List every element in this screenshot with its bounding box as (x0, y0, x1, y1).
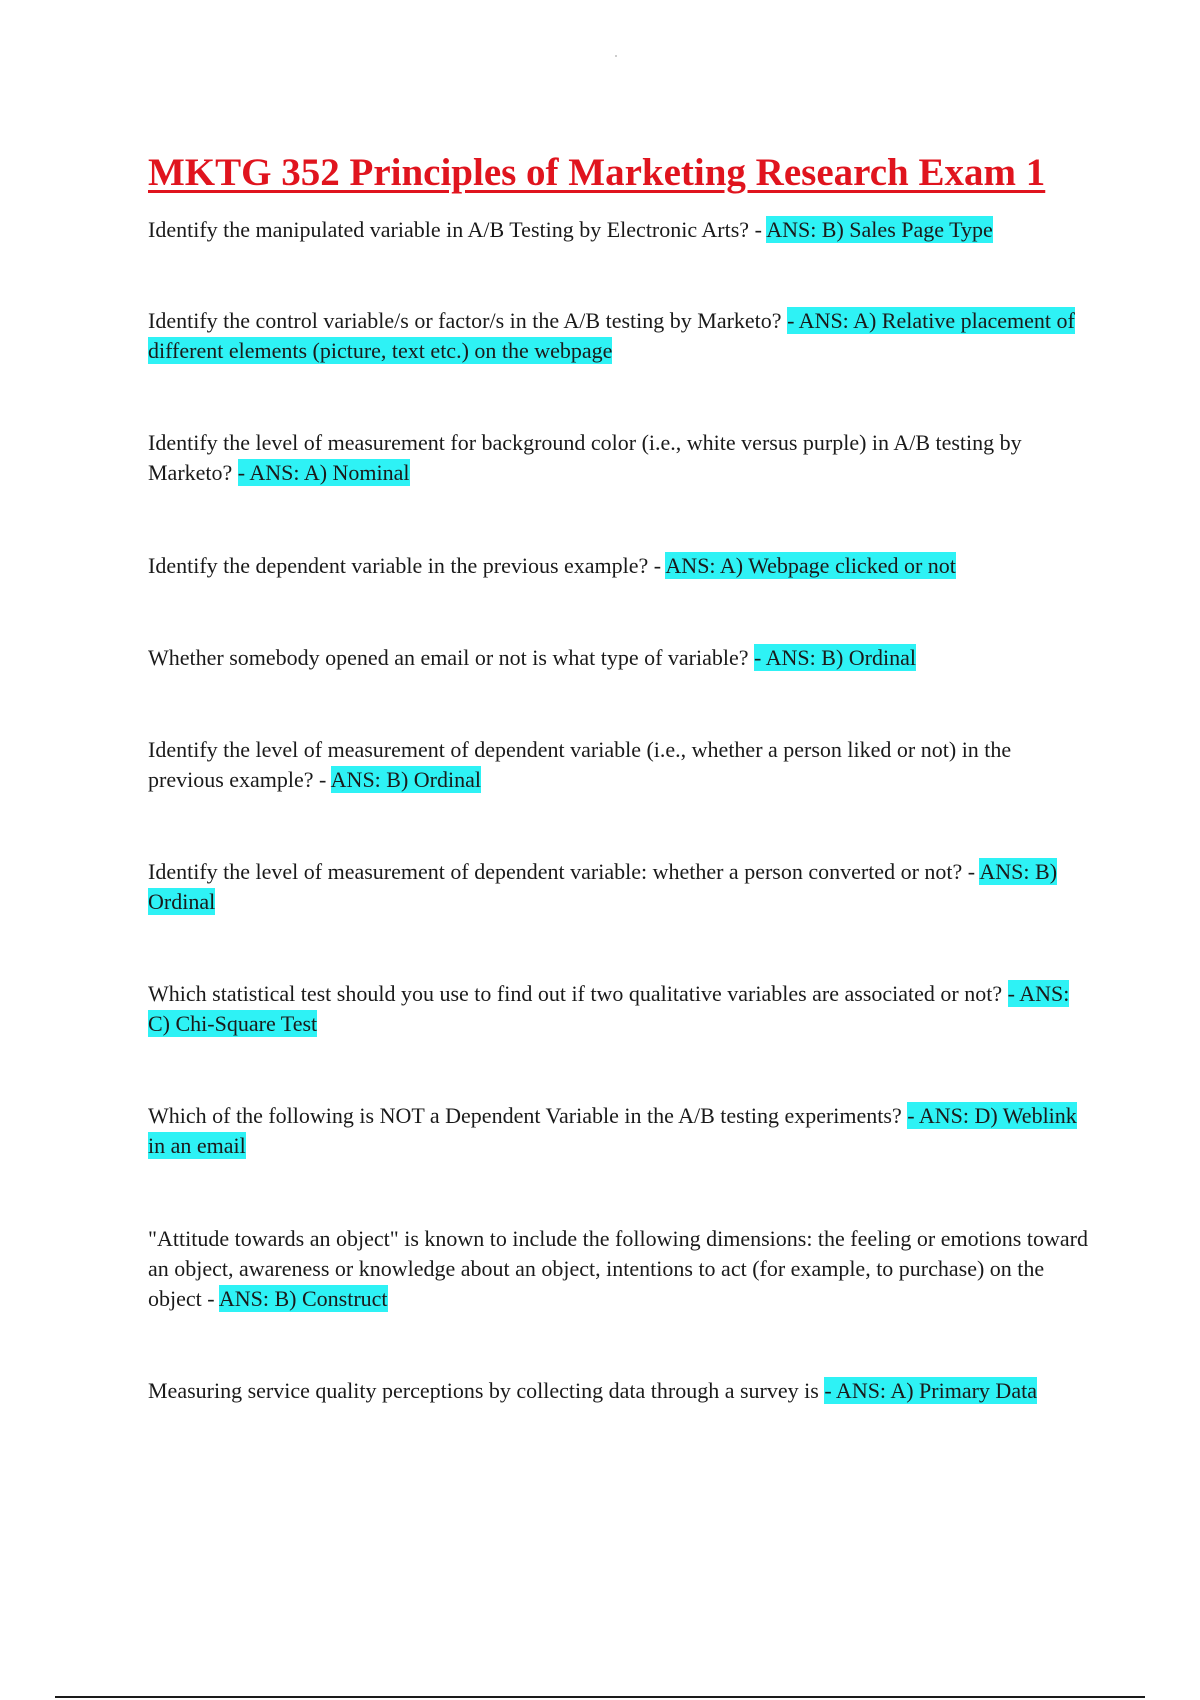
question-text: Identify the dependent variable in the previous example? - (148, 553, 666, 578)
answer-highlight: - ANS: A) Nominal (237, 460, 410, 485)
scan-dot (615, 55, 617, 57)
qa-item-4 (148, 551, 1088, 581)
answer-highlight: - ANS: A) Relative placement of different elements (picture, text etc.) on the webpage (148, 308, 1075, 363)
qa-item-2 (148, 306, 1088, 366)
answer-highlight: ANS: B) Ordinal (330, 767, 481, 792)
answer-highlight: ANS: B) Sales Page Type (766, 217, 993, 242)
qa-item-10 (148, 1224, 1088, 1314)
question-text: Identify the manipulated variable in A/B Testing by Electronic Arts? - (148, 217, 767, 242)
question-text: Identify the control variable/s or factor/s in the A/B testing by Marketo? (148, 308, 788, 333)
qa-item-8 (148, 979, 1088, 1039)
question-text: Identify the level of measurement for background color (i.e., white versus purple) in A/B testing by Marketo? (148, 430, 1022, 485)
qa-item-5 (148, 643, 1088, 673)
answer-highlight: ANS: B) Ordinal (148, 859, 1058, 914)
answer-highlight: - ANS: C) Chi-Square Test (148, 981, 1070, 1036)
qa-item-11 (148, 1376, 1088, 1406)
answer-highlight: ANS: A) Webpage clicked or not (665, 553, 956, 578)
question-text: Which of the following is NOT a Dependent Variable in the A/B testing experiments? (148, 1103, 908, 1128)
qa-item-7 (148, 857, 1088, 917)
qa-item-9 (148, 1101, 1088, 1161)
answer-highlight: - ANS: B) Ordinal (754, 645, 916, 670)
question-text: Identify the level of measurement of dependent variable: whether a person converted or not? - (148, 859, 980, 884)
question-text: Which statistical test should you use to find out if two qualitative variables are associated or not? (148, 981, 1008, 1006)
bottom-divider (55, 1696, 1145, 1698)
page-title: MKTG 352 Principles of Marketing Research Exam 1 (148, 151, 1046, 194)
answer-highlight: ANS: B) Construct (218, 1286, 388, 1311)
question-text: Whether somebody opened an email or not is what type of variable? (148, 645, 755, 670)
qa-item-1 (148, 215, 1088, 245)
qa-item-6 (148, 735, 1088, 795)
qa-item-3 (148, 428, 1088, 488)
question-text: "Attitude towards an object" is known to include the following dimensions: the feeling or emotions toward an object, awareness or knowledge about an object, intentions to act (for example, to purchase) on the object - (148, 1226, 1088, 1311)
answer-highlight: - ANS: D) Weblink in an email (148, 1103, 1077, 1158)
answer-highlight: - ANS: A) Primary Data (824, 1378, 1037, 1403)
question-text: Identify the level of measurement of dependent variable (i.e., whether a person liked or not) in the previous example? - (148, 737, 1012, 792)
question-text: Measuring service quality perceptions by collecting data through a survey is (148, 1378, 825, 1403)
